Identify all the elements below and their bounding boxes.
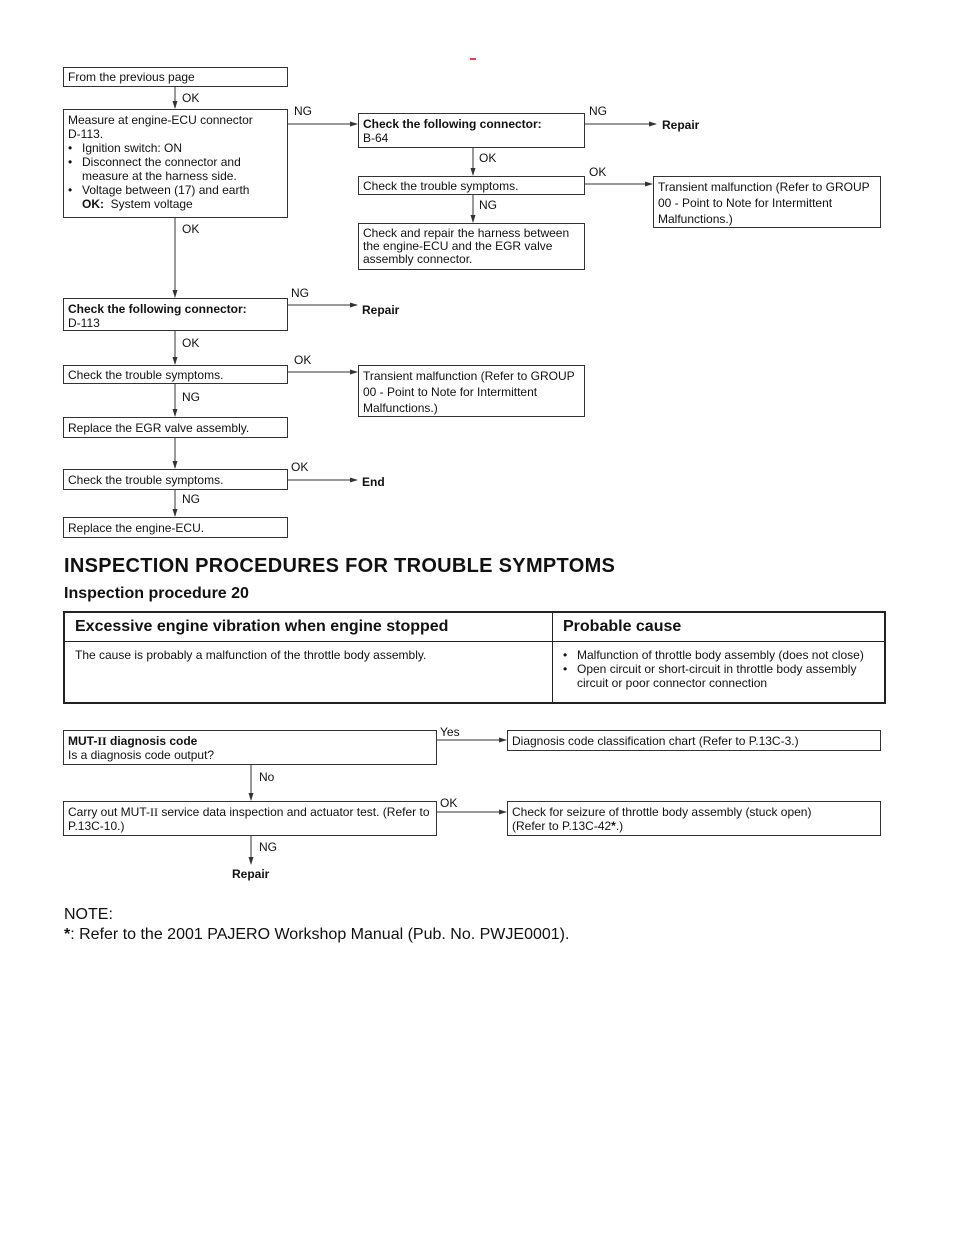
mut-diagnosis-question: Is a diagnosis code output? <box>68 748 215 762</box>
measure-line2: D-113. <box>68 127 104 141</box>
branch-ng-5: NG <box>182 390 200 404</box>
from-previous-page-box <box>63 67 288 87</box>
cause-item-2: • Open circuit or short-circuit in throttle body assembly circuit or poor connector connection <box>563 662 857 690</box>
repair-label-3: Repair <box>232 867 270 881</box>
transient-malfunction-box-1: Transient malfunction (Refer to GROUP 00 - Point to Note for Intermittent Malfunctions.) <box>653 176 881 228</box>
service-data-inspection-box: Carry out MUT-II service data inspection and actuator test. (Refer to P.13C-10.) <box>63 801 437 836</box>
symptom-col-header: Excessive engine vibration when engine stopped <box>64 612 553 642</box>
from-previous-page-text: From the previous page <box>68 70 195 84</box>
branch-ng-6: NG <box>182 492 200 506</box>
check-repair-harness-box: Check and repair the harness between the engine-ECU and the EGR valve assembly connector. <box>358 223 585 270</box>
check-trouble-symptoms-3: Check the trouble symptoms. <box>63 469 288 490</box>
check-b64-title: Check the following connector: <box>363 117 542 131</box>
branch-ng-2: NG <box>589 104 607 118</box>
probable-causes <box>553 642 886 704</box>
transient-malfunction-box-2: Transient malfunction (Refer to GROUP 00 - Point to Note for Intermittent Malfunctions.) <box>358 365 585 417</box>
replace-engine-ecu-box: Replace the engine-ECU. <box>63 517 288 538</box>
branch-ok-6: OK <box>294 353 312 367</box>
section-heading: INSPECTION PROCEDURES FOR TROUBLE SYMPTOMS <box>64 555 616 577</box>
check-b64-value: B-64 <box>363 131 389 145</box>
seizure-line2: (Refer to P.13C-42*.) <box>512 819 624 833</box>
throttle-seizure-box <box>507 801 881 836</box>
branch-ng-7: NG <box>259 840 277 854</box>
check-trouble-symptoms-1: Check the trouble symptoms. <box>358 176 585 195</box>
measure-bullet-1: • Ignition switch: ON <box>68 141 183 155</box>
measure-bullet-3: • Voltage between (17) and earth <box>68 183 250 197</box>
branch-ok-4: OK <box>182 222 200 236</box>
procedure-subheading: Inspection procedure 20 <box>64 585 249 602</box>
branch-ng-1: NG <box>294 104 312 118</box>
symptom-table <box>63 611 886 704</box>
branch-ok-3: OK <box>589 165 607 179</box>
measure-ok-line: OK: System voltage <box>82 197 193 211</box>
branch-ok-8: OK <box>440 796 458 810</box>
seizure-line1: Check for seizure of throttle body assembly (stuck open) <box>512 805 812 819</box>
cause-item-1: • Malfunction of throttle body assembly (does not close) <box>563 648 864 662</box>
repair-label-2: Repair <box>362 303 400 317</box>
branch-ok-2: OK <box>479 151 497 165</box>
diagnosis-chart-box: Diagnosis code classification chart (Refer to P.13C-3.) <box>507 730 881 751</box>
branch-yes: Yes <box>440 725 460 739</box>
note-title: NOTE: <box>64 906 113 923</box>
check-d113-title: Check the following connector: <box>68 302 247 316</box>
check-connector-d113-box <box>63 298 288 331</box>
mut-diagnosis-code-box <box>63 730 437 765</box>
replace-egr-valve-box: Replace the EGR valve assembly. <box>63 417 288 438</box>
check-trouble-symptoms-2: Check the trouble symptoms. <box>63 365 288 384</box>
branch-ok-5: OK <box>182 336 200 350</box>
measure-line1: Measure at engine-ECU connector <box>68 113 253 127</box>
measure-connector-box <box>63 109 288 218</box>
repair-label-1: Repair <box>662 118 700 132</box>
branch-ok-1: OK <box>182 91 200 105</box>
branch-ng-3: NG <box>479 198 497 212</box>
note-block <box>64 905 569 945</box>
check-d113-value: D-113 <box>68 316 100 330</box>
cause-col-header: Probable cause <box>553 612 886 642</box>
branch-ng-4: NG <box>291 286 309 300</box>
note-text: *: Refer to the 2001 PAJERO Workshop Manual (Pub. No. PWJE0001). <box>64 926 570 943</box>
branch-no: No <box>259 770 275 784</box>
branch-ok-7: OK <box>291 460 309 474</box>
symptom-description: The cause is probably a malfunction of the throttle body assembly. <box>64 642 553 704</box>
check-connector-b64-box <box>358 113 585 148</box>
measure-bullet-2: • Disconnect the connector and measure at the harness side. <box>68 155 241 183</box>
end-label: End <box>362 475 385 489</box>
mut-diagnosis-title: MUT-II diagnosis code <box>68 734 198 748</box>
